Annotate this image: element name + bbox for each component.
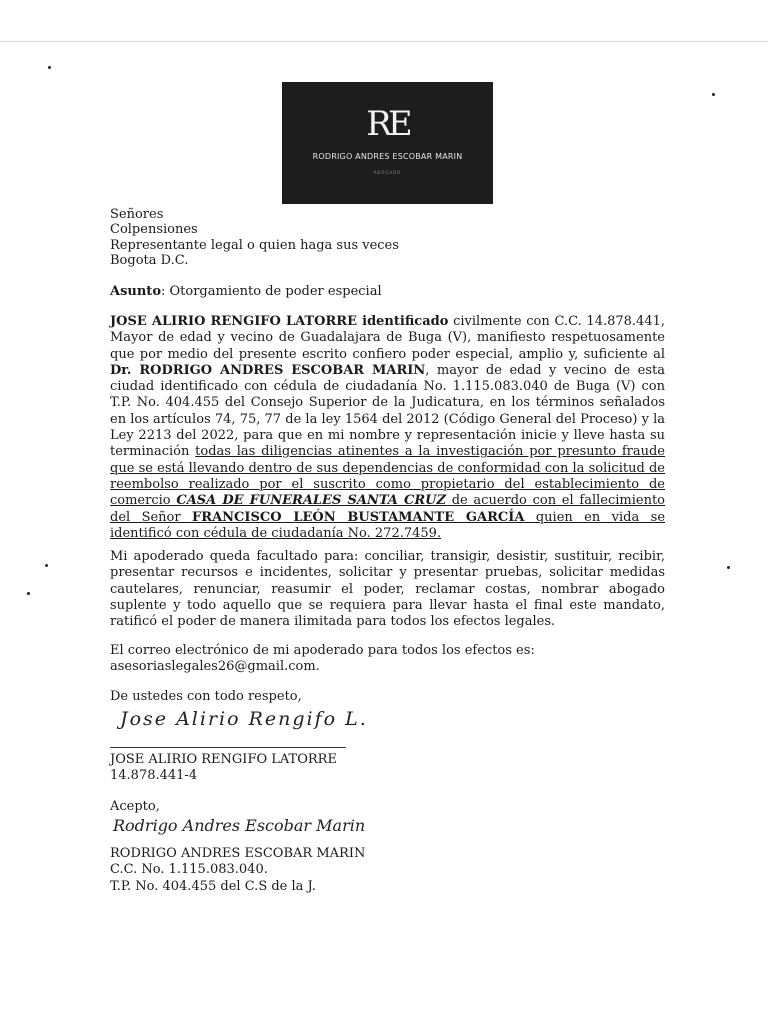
attorney-signature-block <box>110 846 510 895</box>
subject-label: Asunto <box>110 284 161 299</box>
underlined-text: quien en vida se identificó con cédula de ciudadanía No. 272.7459. <box>110 509 666 541</box>
body-paragraph-1 <box>110 314 665 542</box>
body-text: , mayor de edad y vecino de esta ciudad identificado con cédula de ciudadanía No. 1.115.083.040 de Buga (V) con T.P. No. 404.455 del Consejo Superior de la Judicatura, en los términos señalados en los artículos 74, 75, 77 de la ley 1564 del 2012 (Código General del Proceso) y la Ley 2213 del 2022, para que en mi nombre y representación inicie y lleve hasta su terminación <box>110 362 665 460</box>
underlined-text: todas las diligencias atinentes a la investigación por presunto fraude que se está llevando dentro de sus dependencias de conformidad con la solicitud de reembolso realizado por el suscrito como propietario del establecimiento de comercio <box>110 444 666 509</box>
attorney-cc: C.C. No. 1.115.083.040. <box>110 862 268 878</box>
grantor-signature-block <box>110 752 510 785</box>
addressee-line: Colpensiones <box>110 222 198 238</box>
scan-speck <box>45 564 48 567</box>
signature-line <box>110 747 346 748</box>
acceptance-label: Acepto, <box>110 799 160 814</box>
logo-monogram: RE <box>366 104 409 144</box>
scan-edge-line <box>0 41 768 42</box>
deceased-name: FRANCISCO LEÓN BUSTAMANTE GARCÍA <box>192 509 525 525</box>
logo-tagline: ABOGADO <box>373 170 402 175</box>
scan-speck <box>727 566 730 569</box>
attorney-name: Dr. RODRIGO ANDRES ESCOBAR MARIN <box>110 362 426 378</box>
addressee-block <box>110 207 510 268</box>
attorney-tp: T.P. No. 404.455 del C.S de la J. <box>110 878 316 894</box>
grantor-printed-name: JOSE ALIRIO RENGIFO LATORRE <box>110 752 337 767</box>
addressee-line: Señores <box>110 207 164 222</box>
subject-text: : Otorgamiento de poder especial <box>160 284 382 299</box>
attorney-signature: Rodrigo Andres Escobar Marin <box>113 816 366 835</box>
email-intro: El correo electrónico de mi apoderado para todos los efectos es: <box>110 643 535 658</box>
body-paragraph-2: Mi apoderado queda facultado para: conciliar, transigir, desistir, sustituir, recibir, presentar recursos e incidentes, solicitar y presentar pruebas, solicitar medidas cautelares, renunciar, reasumir el poder, reclamar costas, nombrar abogado suplente y todo aquello que se requiera para llevar hasta el final este mandato, ratificó el poder de manera ilimitada para todos los efectos legales. <box>110 549 665 630</box>
logo-name: RODRIGO ANDRES ESCOBAR MARIN <box>312 152 463 161</box>
subject-line <box>110 284 670 299</box>
scan-speck <box>48 66 51 69</box>
grantor-name: JOSE ALIRIO RENGIFO LATORRE identificado <box>110 314 449 329</box>
addressee-line: Bogota D.C. <box>110 252 189 268</box>
body-paragraph-3 <box>110 643 665 676</box>
underlined-text: de acuerdo con el fallecimiento del Señor <box>110 493 665 525</box>
addressee-line: Representante legal o quien haga sus veces <box>110 237 399 253</box>
scan-speck <box>27 592 30 595</box>
business-name: CASA DE FUNERALES SANTA CRUZ <box>176 493 446 509</box>
closing-line: De ustedes con todo respeto, <box>110 689 302 704</box>
body-text: civilmente con C.C. 14.878.441, Mayor de edad y vecino de Guadalajara de Buga (V), manifiesto respetuosamente que por medio del presente escrito confiero poder especial, amplio y, suficiente al <box>110 314 665 362</box>
grantor-id: 14.878.441-4 <box>110 768 198 784</box>
scan-speck <box>712 93 715 96</box>
email-address: asesoriaslegales26@gmail.com. <box>110 659 320 675</box>
attorney-printed-name: RODRIGO ANDRES ESCOBAR MARIN <box>110 846 366 861</box>
grantor-signature: Jose Alirio Rengifo L. <box>120 708 368 730</box>
letterhead-logo <box>282 82 493 204</box>
